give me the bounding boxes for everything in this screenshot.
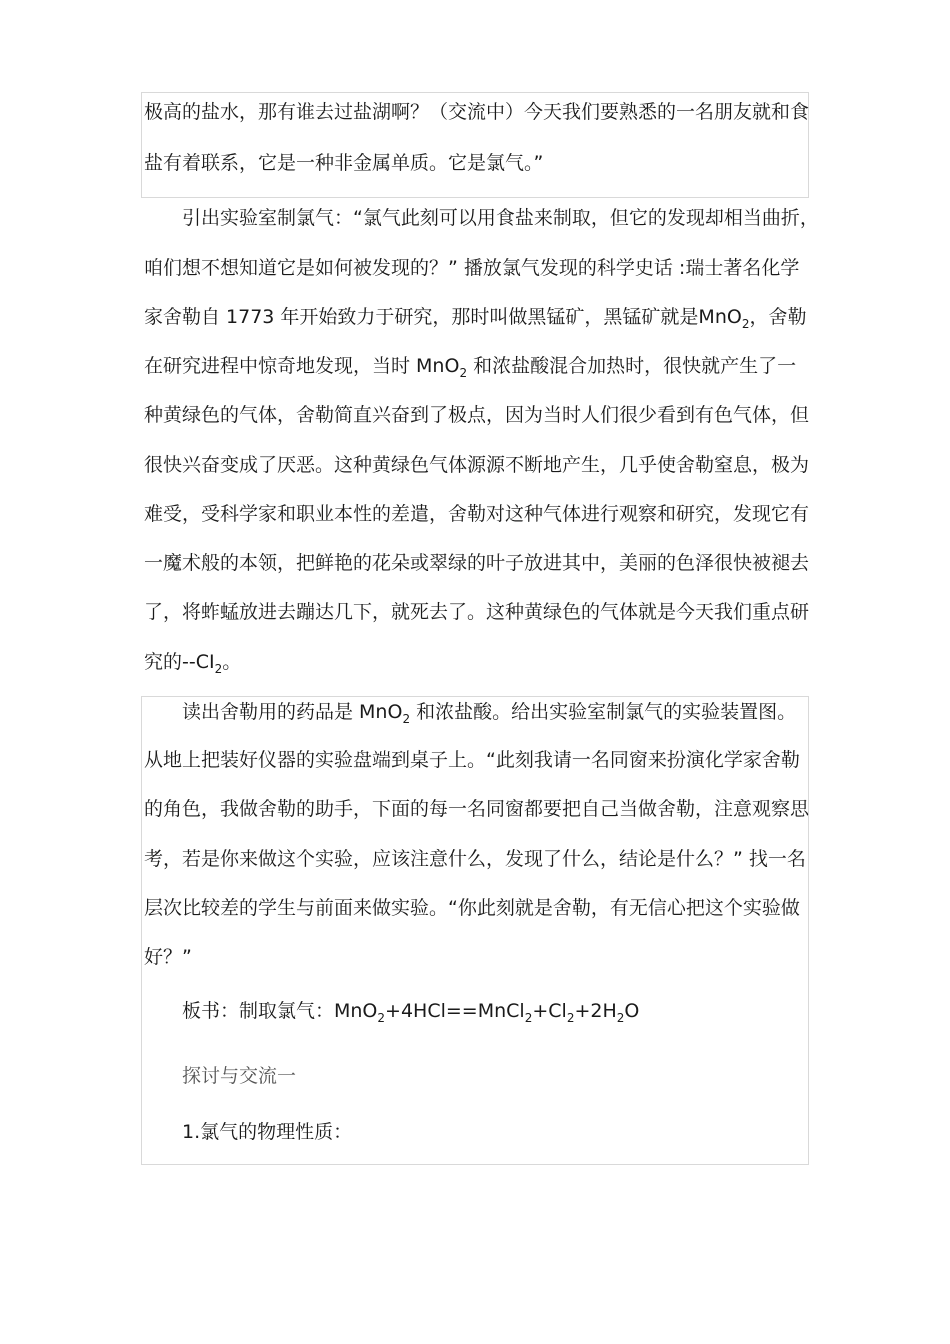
paragraph-line: 了，将蚱蜢放进去蹦达几下，就死去了。这种黄绿色的气体就是今天我们重点研 xyxy=(144,601,810,623)
subscript: 2 xyxy=(402,712,411,726)
equation-line xyxy=(182,999,639,1023)
subscript: 2 xyxy=(377,1011,386,1025)
subscript: 2 xyxy=(214,662,223,676)
paragraph-line: 考，若是你来做这个实验，应该注意什么，发现了什么，结论是什么？” 找一名 xyxy=(144,848,806,870)
subscript: 2 xyxy=(524,1011,533,1025)
paragraph-line: 种黄绿色的气体，舍勒简直兴奋到了极点，因为当时人们很少看到有色气体，但 xyxy=(144,404,810,426)
paragraph-line: 的角色，我做舍勒的助手，下面的每一名同窗都要把自己当做舍勒，注意观察思 xyxy=(144,798,810,820)
paragraph-line: 好？” xyxy=(144,946,192,968)
paragraph-line: 咱们想不想知道它是如何被发现的？” 播放氯气发现的科学史话 :瑞士著名化学 xyxy=(144,257,800,279)
paragraph-line xyxy=(144,650,241,674)
text-span: +2H xyxy=(574,1000,617,1022)
list-item: 1.氯气的物理性质： xyxy=(182,1121,353,1143)
text-span: ，舍勒 xyxy=(749,306,807,328)
subscript: 2 xyxy=(741,317,750,331)
paragraph-line: 引出实验室制氯气：“氯气此刻可以用食盐来制取，但它的发现却相当曲折， xyxy=(182,207,819,229)
paragraph-line xyxy=(144,305,806,329)
paragraph-line xyxy=(182,700,796,724)
text-span: +Cl xyxy=(532,1000,567,1022)
text-span: 和浓盐酸。给出实验室制氯气的实验装置图。 xyxy=(410,701,797,723)
text-span: +4HCl==MnCl xyxy=(385,1000,525,1022)
text-span: O xyxy=(624,1000,640,1022)
paragraph-line xyxy=(144,354,796,378)
text-span: 在研究进程中惊奇地发现，当时 MnO xyxy=(144,355,460,377)
paragraph-line: 盐有着联系，它是一种非金属单质。它是氯气。” xyxy=(144,152,544,174)
text-span: 和浓盐酸混合加热时，很快就产生了一 xyxy=(467,355,797,377)
discussion-heading: 探讨与交流一 xyxy=(182,1065,297,1087)
subscript: 2 xyxy=(459,366,468,380)
text-span: 读出舍勒用的药品是 MnO xyxy=(182,701,403,723)
paragraph-line: 很快兴奋变成了厌恶。这种黄绿色气体源源不断地产生，几乎使舍勒窒息，极为 xyxy=(144,454,810,476)
text-span: 板书：制取氯气：MnO xyxy=(182,1000,378,1022)
subscript: 2 xyxy=(566,1011,575,1025)
paragraph-line: 层次比较差的学生与前面来做实验。“你此刻就是舍勒，有无信心把这个实验做 xyxy=(144,897,800,919)
paragraph-line: 难受，受科学家和职业本性的差遣，舍勒对这种气体进行观察和研究，发现它有 xyxy=(144,503,810,525)
text-span: 家舍勒自 1773 年开始致力于研究，那时叫做黑锰矿，黑锰矿就是MnO xyxy=(144,306,742,328)
text-span: 。 xyxy=(222,651,242,673)
paragraph-line: 从地上把装好仪器的实验盘端到桌子上。“此刻我请一名同窗来扮演化学家舍勒 xyxy=(144,749,800,771)
paragraph-line: 极高的盐水，那有谁去过盐湖啊？（交流中）今天我们要熟悉的一名朋友就和食 xyxy=(144,101,810,123)
text-span: 究的--CI xyxy=(144,651,215,673)
paragraph-line: 一魔术般的本领，把鲜艳的花朵或翠绿的叶子放进其中，美丽的色泽很快被褪去 xyxy=(144,552,810,574)
subscript: 2 xyxy=(616,1011,625,1025)
